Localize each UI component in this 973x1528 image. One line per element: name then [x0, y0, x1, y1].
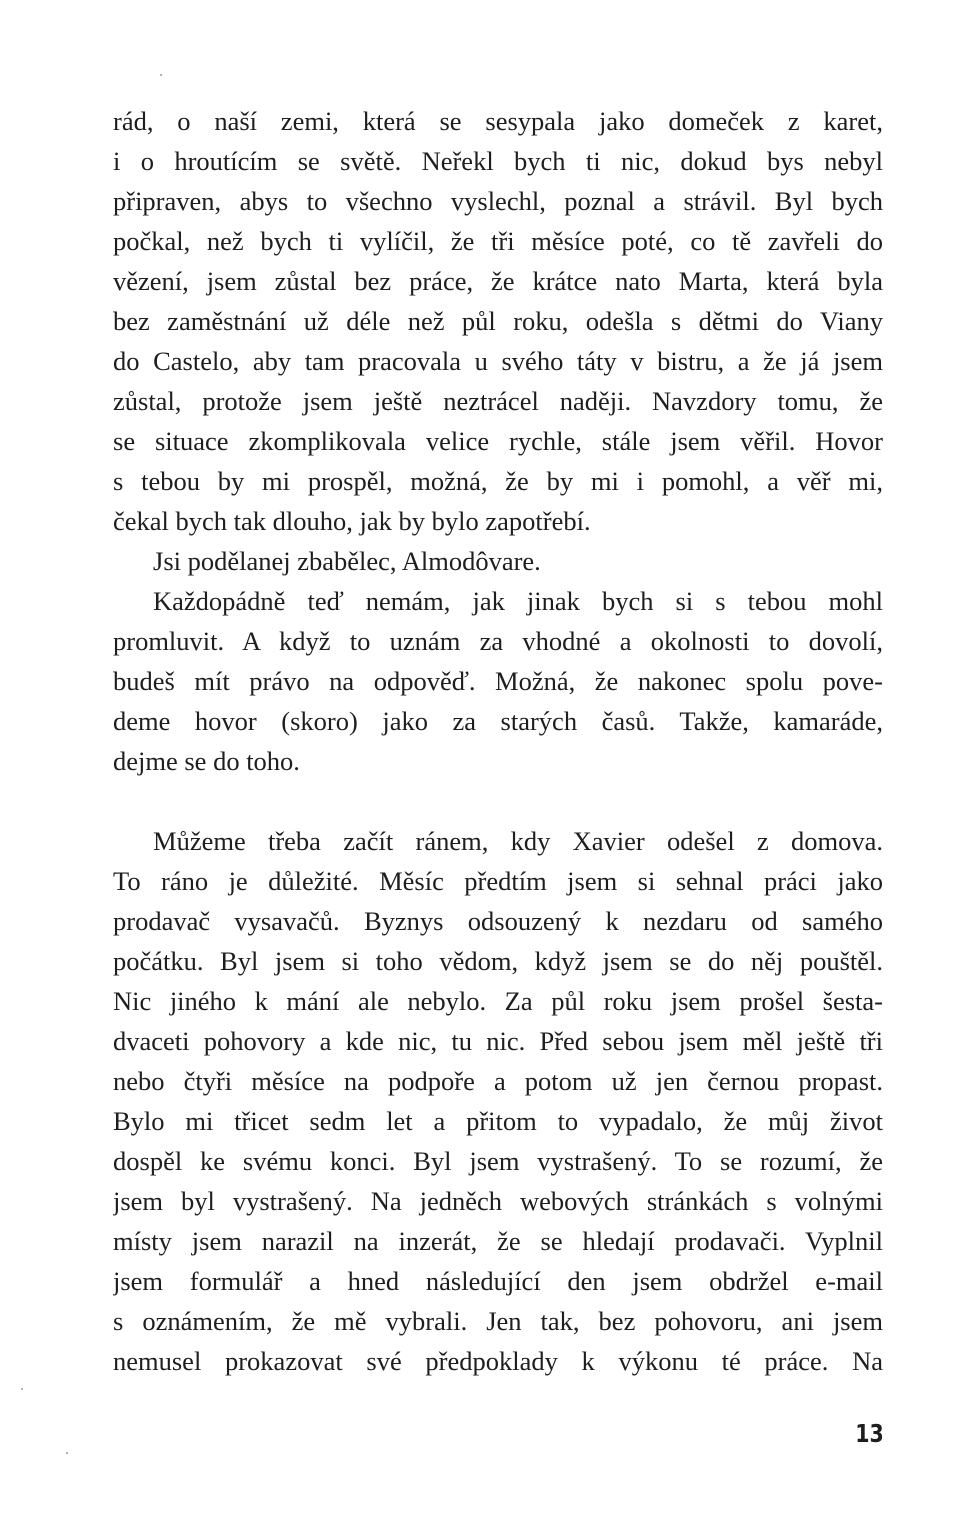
paper-speck: [160, 74, 162, 76]
text-line: nemusel prokazovat své předpoklady k výkonu té práce. Na: [113, 1346, 883, 1376]
text-line: nebo čtyři měsíce na podpoře a potom už jen černou propast.: [113, 1066, 883, 1096]
text-line: Jsi podělanej zbabělec, Almodôvare.: [153, 546, 541, 576]
text-block-upper: [113, 101, 883, 781]
text-line: i o hroutícím se světě. Neřekl bych ti nic, dokud bys nebyl: [113, 146, 883, 176]
text-line: bez zaměstnání už déle než půl roku, odešla s dětmi do Viany: [113, 306, 883, 336]
text-line: deme hovor (skoro) jako za starých časů. Takže, kamaráde,: [113, 706, 883, 736]
text-line: Nic jiného k mání ale nebylo. Za půl roku jsem prošel šesta-: [113, 986, 883, 1016]
text-line: připraven, abys to všechno vyslechl, poznal a strávil. Byl bych: [113, 186, 883, 216]
text-line: jsem byl vystrašený. Na jedněch webových stránkách s volnými: [113, 1186, 883, 1216]
text-line: počátku. Byl jsem si toho vědom, když jsem se do něj pouštěl.: [113, 946, 883, 976]
text-line: Můžeme třeba začít ránem, kdy Xavier odešel z domova.: [153, 826, 883, 856]
paper-speck: [21, 1388, 23, 1390]
text-line: promluvit. A když to uznám za vhodné a okolnosti to dovolí,: [113, 626, 883, 656]
text-line: počkal, než bych ti vylíčil, že tři měsíce poté, co tě zavřeli do: [113, 226, 883, 256]
text-line: s oznámením, že mě vybrali. Jen tak, bez pohovoru, ani jsem: [113, 1306, 883, 1336]
text-line: místy jsem narazil na inzerát, že se hledají prodavači. Vyplnil: [113, 1226, 883, 1256]
text-line: dospěl ke svému konci. Byl jsem vystrašený. To se rozumí, že: [113, 1146, 883, 1176]
page-number: 13: [855, 1419, 884, 1448]
text-line: Každopádně teď nemám, jak jinak bych si s tebou mohl: [153, 586, 883, 616]
text-line: Bylo mi třicet sedm let a přitom to vypadalo, že můj život: [113, 1106, 883, 1136]
text-line: do Castelo, aby tam pracovala u svého táty v bistru, a že já jsem: [113, 346, 883, 376]
text-line: dvaceti pohovory a kde nic, tu nic. Před sebou jsem měl ještě tři: [113, 1026, 883, 1056]
text-line: zůstal, protože jsem ještě neztrácel naději. Navzdory tomu, že: [113, 386, 883, 416]
text-line: s tebou by mi prospěl, možná, že by mi i pomohl, a věř mi,: [113, 466, 883, 496]
paper-speck: [66, 1452, 68, 1454]
text-line: vězení, jsem zůstal bez práce, že krátce nato Marta, která byla: [113, 266, 883, 296]
text-line: jsem formulář a hned následující den jsem obdržel e-mail: [113, 1266, 883, 1296]
text-block-lower: [113, 821, 883, 1381]
text-line: budeš mít právo na odpověď. Možná, že nakonec spolu pove-: [113, 666, 883, 696]
text-line: To ráno je důležité. Měsíc předtím jsem si sehnal práci jako: [113, 866, 883, 896]
text-line: dejme se do toho.: [113, 746, 300, 776]
text-line: prodavač vysavačů. Byznys odsouzený k nezdaru od samého: [113, 906, 883, 936]
text-line: rád, o naší zemi, která se sesypala jako domeček z karet,: [113, 106, 883, 136]
text-line: čekal bych tak dlouho, jak by bylo zapotřebí.: [113, 506, 591, 536]
text-line: se situace zkomplikovala velice rychle, stále jsem věřil. Hovor: [113, 426, 883, 456]
